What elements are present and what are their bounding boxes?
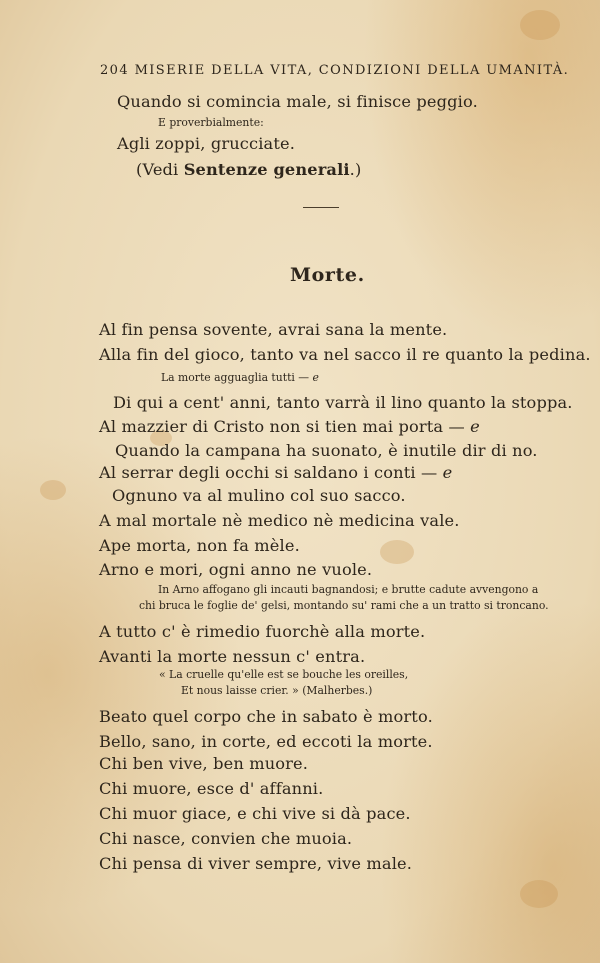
proverb-line: Quando la campana ha suonato, è inutile dir di no.	[115, 441, 538, 460]
note-conj: e	[312, 371, 319, 384]
proverb-line: Chi muor giace, e chi vive si dà pace.	[99, 804, 411, 823]
proverb-line	[99, 465, 452, 481]
proverb-line: Agli zoppi, grucciate.	[117, 134, 296, 153]
foxing-stain	[380, 540, 414, 564]
proverb-conj: e	[442, 463, 453, 482]
proverb-line: Bello, sano, in corte, ed eccoti la morte.	[99, 732, 433, 751]
proverb-line: Chi muore, esce d' affanni.	[99, 779, 324, 798]
proverb-line: Chi nasce, convien che muoia.	[99, 829, 353, 848]
proverb-line: Al fin pensa sovente, avrai sana la mente.	[99, 320, 448, 339]
annotation-note: E proverbialmente:	[158, 116, 264, 129]
annotation-note: Et nous laisse crier. » (Malherbes.)	[181, 684, 373, 697]
proverb-conj: e	[470, 417, 480, 436]
annotation-note: chi bruca le foglie de' gelsi, montando su' rami che a un tratto si troncano.	[139, 599, 549, 612]
foxing-stain	[520, 880, 558, 908]
section-divider	[303, 207, 339, 208]
section-title: Morte.	[290, 264, 365, 286]
proverb-line	[99, 419, 480, 435]
proverb-line: Chi pensa di viver sempre, vive male.	[99, 854, 413, 873]
annotation-note	[161, 373, 319, 384]
annotation-note: « La cruelle qu'elle est se bouche les oreilles,	[159, 668, 409, 681]
proverb-line: Alla fin del gioco, tanto va nel sacco il re quanto la pedina.	[99, 345, 591, 364]
page-header	[100, 64, 569, 77]
proverb-line: Avanti la morte nessun c' entra.	[99, 647, 366, 666]
note-text: La morte agguaglia tutti —	[161, 371, 313, 384]
proverb-line: A tutto c' è rimedio fuorchè alla morte.	[99, 622, 426, 641]
cross-reference	[136, 162, 361, 178]
running-title: MISERIE DELLA VITA, CONDIZIONI DELLA UMANITÀ.	[134, 63, 570, 78]
ref-close: .)	[349, 160, 362, 179]
proverb-line: Ognuno va al mulino col suo sacco.	[112, 486, 406, 505]
ref-open: (Vedi	[136, 160, 184, 179]
proverb-line: Quando si comincia male, si finisce peggio.	[117, 92, 478, 111]
proverb-line: Di qui a cent' anni, tanto varrà il lino quanto la stoppa.	[113, 393, 573, 412]
proverb-text: Al serrar degli occhi si saldano i conti —	[99, 463, 443, 482]
annotation-note: In Arno affogano gli incauti bagnandosi; e brutte cadute avvengono a	[158, 583, 539, 596]
proverb-line: Beato quel corpo che in sabato è morto.	[99, 707, 433, 726]
proverb-line: Chi ben vive, ben muore.	[99, 754, 309, 773]
ref-bold: Sentenze generali	[183, 160, 350, 179]
proverb-line: A mal mortale nè medico nè medicina vale.	[99, 511, 460, 530]
proverb-text: Al mazzier di Cristo non si tien mai porta —	[99, 417, 471, 436]
foxing-stain	[520, 10, 560, 40]
proverb-line: Ape morta, non fa mèle.	[99, 536, 300, 555]
foxing-stain	[40, 480, 66, 500]
proverb-line: Arno e mori, ogni anno ne vuole.	[99, 560, 373, 579]
page-number: 204	[100, 63, 130, 78]
